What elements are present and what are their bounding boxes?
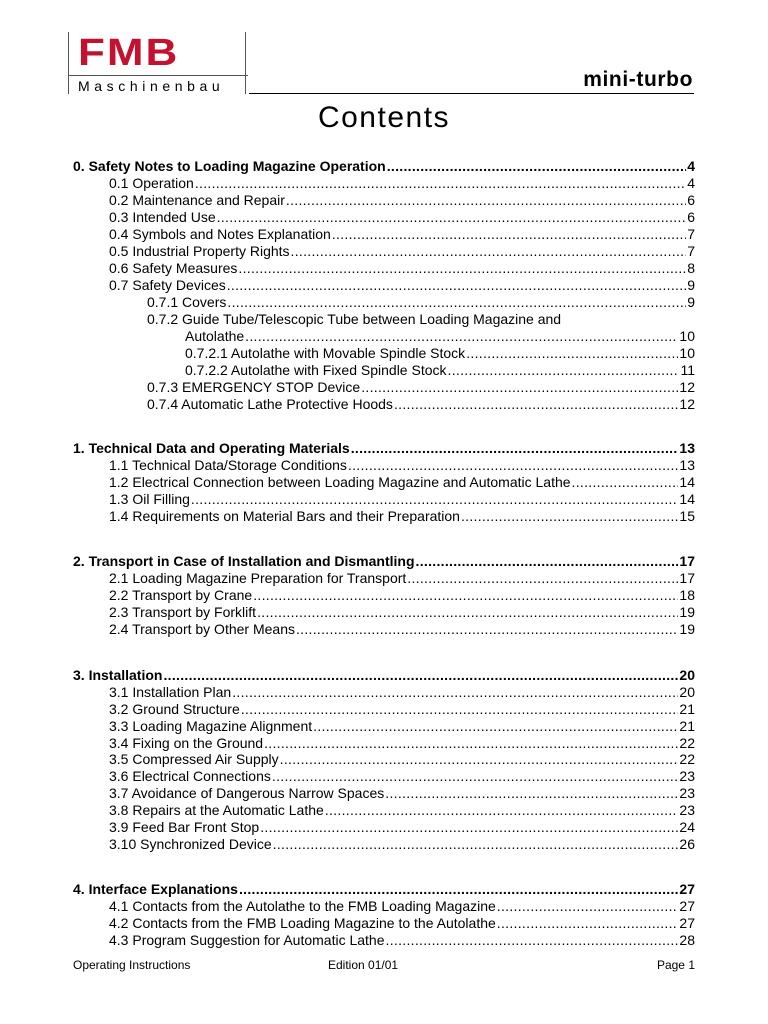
toc-section-heading[interactable]	[73, 158, 695, 175]
toc-page-number: 22	[679, 735, 695, 751]
toc-dot-leader	[385, 785, 678, 802]
toc-page-number: 20	[679, 684, 695, 700]
toc-page-number: 12	[679, 396, 695, 412]
toc-page-number: 23	[679, 768, 695, 784]
toc-entry-title: 0.2 Maintenance and Repair	[109, 192, 285, 208]
toc-entry-title: 1.3 Oil Filling	[109, 491, 190, 507]
toc-entry-title: 3.4 Fixing on the Ground	[109, 735, 264, 751]
toc-entry[interactable]	[109, 915, 695, 932]
product-brand: mini-turbo	[583, 68, 693, 91]
toc-dot-leader	[466, 345, 678, 362]
toc-page-number: 27	[679, 898, 695, 914]
toc-dot-leader	[325, 802, 679, 819]
toc-section-heading[interactable]	[73, 881, 695, 898]
toc-entry-title: 4.3 Program Suggestion for Automatic Lathe	[109, 932, 385, 948]
toc-entry-title: 4. Interface Explanations	[73, 881, 238, 897]
header-rule	[249, 93, 694, 94]
toc-dot-leader	[280, 751, 679, 768]
toc-entry-title: 0.4 Symbols and Notes Explanation	[109, 226, 331, 242]
toc-entry-title: 0.7.2.2 Autolathe with Fixed Spindle Stock	[185, 362, 447, 378]
toc-entry-title: 3.6 Electrical Connections	[109, 768, 271, 784]
toc-dot-leader	[461, 508, 678, 525]
toc-entry[interactable]	[109, 226, 695, 243]
toc-dot-leader	[241, 701, 679, 718]
toc-page-number: 19	[679, 621, 695, 637]
toc-dot-leader	[227, 277, 686, 294]
toc-page-number: 28	[679, 932, 695, 948]
toc-entry[interactable]	[109, 819, 695, 836]
toc-page-number: 17	[679, 570, 695, 586]
toc-dot-leader	[348, 457, 679, 474]
toc-section-heading[interactable]	[73, 553, 695, 570]
toc-dot-leader	[394, 396, 678, 413]
toc-page-number: 20	[679, 667, 695, 683]
toc-entry[interactable]	[109, 898, 695, 915]
toc-entry[interactable]	[147, 379, 695, 396]
toc-entry-title: 2.3 Transport by Forklift	[109, 604, 257, 620]
toc-entry-title: 2. Transport in Case of Installation and Dismantling	[73, 553, 415, 569]
toc-entry[interactable]	[109, 491, 695, 508]
toc-page-number: 11	[680, 362, 695, 378]
toc-entry[interactable]	[185, 362, 695, 379]
toc-section-heading[interactable]	[73, 667, 695, 684]
toc-page-number: 8	[687, 260, 695, 276]
toc-dot-leader	[497, 898, 679, 915]
toc-dot-leader	[260, 819, 678, 836]
toc-entry[interactable]	[109, 209, 695, 226]
toc-dot-leader	[163, 667, 678, 684]
toc-dot-leader	[313, 718, 678, 735]
toc-entry-title: 3.10 Synchronized Device	[109, 836, 272, 852]
toc-page-number: 12	[679, 379, 695, 395]
toc-entry-title: 0.7.2.1 Autolathe with Movable Spindle Stock	[185, 345, 466, 361]
toc-dot-leader	[232, 684, 678, 701]
toc-page-number: 7	[687, 226, 695, 242]
toc-page-number: 4	[687, 175, 695, 191]
toc-entry[interactable]	[185, 328, 695, 345]
toc-dot-leader	[332, 226, 686, 243]
toc-dot-leader	[361, 379, 678, 396]
toc-dot-leader	[273, 836, 679, 853]
toc-page-number: 27	[679, 915, 695, 931]
toc-entry-title: 0.6 Safety Measures	[109, 260, 238, 276]
fmb-logo	[68, 32, 248, 94]
toc-page-number: 6	[687, 209, 695, 225]
toc-page-number: 21	[679, 718, 695, 734]
toc-page-number: 21	[679, 701, 695, 717]
toc-entry-title: 0.7.3 EMERGENCY STOP Device	[147, 379, 361, 395]
toc-page-number: 23	[679, 802, 695, 818]
toc-page-number: 7	[687, 243, 695, 259]
toc-entry-title: 0. Safety Notes to Loading Magazine Operation	[73, 158, 386, 174]
toc-entry-title: 3. Installation	[73, 667, 163, 683]
toc-entry-title: 0.1 Operation	[109, 175, 194, 191]
toc-entry-title: 4.2 Contacts from the FMB Loading Magazine to the Autolathe	[109, 915, 496, 931]
toc-entry-title: 2.2 Transport by Crane	[109, 587, 253, 603]
toc-dot-leader	[351, 440, 679, 457]
toc-entry-title: 3.8 Repairs at the Automatic Lathe	[109, 802, 324, 818]
toc-section-heading[interactable]	[73, 440, 695, 457]
toc-entry[interactable]	[109, 175, 695, 192]
toc-entry-title: 1.4 Requirements on Material Bars and their Preparation	[109, 508, 460, 524]
toc-entry[interactable]	[109, 457, 695, 474]
toc-entry[interactable]	[109, 684, 695, 701]
toc-dot-leader	[416, 553, 679, 570]
toc-entry-title: 3.3 Loading Magazine Alignment	[109, 718, 313, 734]
toc-entry[interactable]	[109, 192, 695, 209]
toc-entry-title: 2.1 Loading Magazine Preparation for Transport	[109, 570, 407, 586]
toc-entry[interactable]	[109, 735, 695, 752]
footer-page-number: Page 1	[656, 958, 695, 972]
toc-entry-title: 0.7.1 Covers	[147, 294, 227, 310]
toc-page-number: 22	[679, 751, 695, 767]
toc-entry-title: 0.7.2 Guide Tube/Telescopic Tube between Loading Magazine and	[147, 311, 562, 327]
toc-page-number: 18	[679, 587, 695, 603]
page-footer	[73, 957, 695, 975]
toc-entry[interactable]	[109, 718, 695, 735]
logo-wordmark: FMB	[78, 31, 180, 74]
toc-dot-leader	[272, 768, 679, 785]
toc-entry-title: 0.3 Intended Use	[109, 209, 216, 225]
toc-dot-leader	[245, 328, 678, 345]
toc-entry[interactable]	[109, 932, 695, 949]
toc-dot-leader	[448, 362, 680, 379]
toc-page-number: 10	[679, 328, 695, 344]
toc-dot-leader	[296, 621, 678, 638]
toc-page-number: 15	[679, 508, 695, 524]
toc-dot-leader	[286, 192, 686, 209]
toc-page-number: 9	[687, 294, 695, 310]
toc-dot-leader	[386, 932, 679, 949]
toc-entry-title: 1.2 Electrical Connection between Loading Magazine and Automatic Lathe	[109, 474, 571, 490]
toc-entry[interactable]	[109, 768, 695, 785]
logo-divider-right	[245, 32, 246, 94]
toc-page-number: 6	[687, 192, 695, 208]
footer-document-name: Operating Instructions	[73, 958, 191, 972]
toc-page-number: 14	[679, 491, 695, 507]
toc-entry-title: 3.7 Avoidance of Dangerous Narrow Spaces	[109, 785, 385, 801]
toc-entry-title: 0.5 Industrial Property Rights	[109, 243, 290, 259]
toc-page-number: 17	[679, 553, 695, 569]
toc-page-number: 9	[687, 277, 695, 293]
toc-entry-title: 1.1 Technical Data/Storage Conditions	[109, 457, 347, 473]
toc-entry[interactable]	[109, 243, 695, 260]
toc-entry[interactable]	[109, 621, 695, 638]
toc-entry-title: 3.1 Installation Plan	[109, 684, 232, 700]
toc-entry-title: 3.2 Ground Structure	[109, 701, 240, 717]
toc-dot-leader	[253, 587, 678, 604]
toc-entry-title: 0.7.4 Automatic Lathe Protective Hoods	[147, 396, 393, 412]
toc-page-number: 13	[679, 440, 695, 456]
toc-page-number: 13	[679, 457, 695, 473]
toc-entry[interactable]	[109, 508, 695, 525]
toc-entry[interactable]	[109, 260, 695, 277]
toc-dot-leader	[217, 209, 687, 226]
toc-dot-leader	[572, 474, 679, 491]
toc-entry[interactable]	[109, 587, 695, 604]
toc-entry[interactable]	[109, 277, 695, 294]
toc-entry[interactable]	[109, 701, 695, 718]
toc-dot-leader	[407, 570, 678, 587]
toc-page-number: 19	[679, 604, 695, 620]
toc-dot-leader	[239, 881, 678, 898]
toc-page-number: 23	[679, 785, 695, 801]
toc-dot-leader	[291, 243, 687, 260]
toc-dot-leader	[497, 915, 679, 932]
toc-entry[interactable]	[109, 785, 695, 802]
toc-dot-leader	[227, 294, 686, 311]
toc-entry-title: 1. Technical Data and Operating Materials	[73, 440, 350, 456]
toc-entry[interactable]	[147, 396, 695, 413]
toc-entry[interactable]	[147, 311, 561, 328]
toc-dot-leader	[264, 735, 678, 752]
toc-entry[interactable]	[109, 570, 695, 587]
toc-entry-title: 0.7 Safety Devices	[109, 277, 226, 293]
toc-dot-leader	[238, 260, 686, 277]
logo-rule	[68, 75, 248, 76]
toc-page-number: 26	[679, 836, 695, 852]
toc-entry[interactable]	[185, 345, 695, 362]
toc-entry-title: 3.9 Feed Bar Front Stop	[109, 819, 260, 835]
toc-entry[interactable]	[109, 474, 695, 491]
toc-page-number: 14	[679, 474, 695, 490]
toc-entry[interactable]	[109, 604, 695, 621]
toc-page-number: 24	[679, 819, 695, 835]
toc-dot-leader	[257, 604, 678, 621]
toc-entry-title: Autolathe	[185, 328, 245, 344]
toc-page-number: 10	[679, 345, 695, 361]
toc-dot-leader	[191, 491, 679, 508]
toc-dot-leader	[195, 175, 686, 192]
toc-entry-title: 4.1 Contacts from the Autolathe to the FMB Loading Magazine	[109, 898, 496, 914]
toc-entry[interactable]	[109, 802, 695, 819]
toc-page-number: 27	[679, 881, 695, 897]
footer-edition: Edition 01/01	[328, 958, 399, 972]
toc-entry[interactable]	[147, 294, 695, 311]
toc-dot-leader	[387, 158, 686, 175]
toc-entry-title: 2.4 Transport by Other Means	[109, 621, 295, 637]
logo-divider	[68, 32, 69, 94]
toc-entry-title: 3.5 Compressed Air Supply	[109, 751, 279, 767]
toc-entry[interactable]	[109, 751, 695, 768]
page-title: Contents	[317, 101, 451, 134]
toc-page-number: 4	[687, 158, 695, 174]
toc-entry[interactable]	[109, 836, 695, 853]
logo-subtitle: Maschinenbau	[78, 78, 225, 94]
